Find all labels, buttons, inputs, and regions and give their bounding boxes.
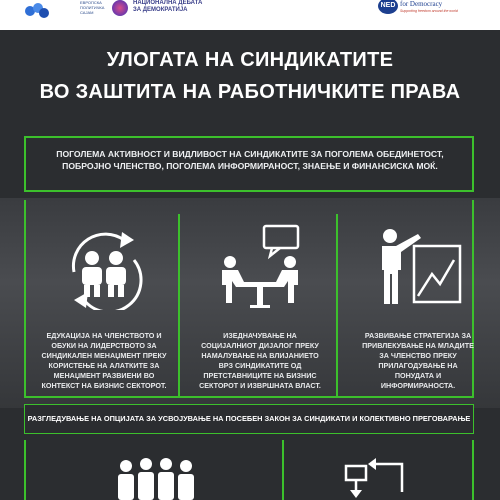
divider-top bbox=[24, 136, 474, 138]
presenter-chart-icon bbox=[368, 222, 468, 310]
frame-left-top bbox=[24, 136, 26, 190]
column-education: ЕДУКАЦИЈА НА ЧЛЕНСТВОТО И ОБУКИ НА ЛИДЕРСТВОТО ЗА СИНДИКАЛЕН МЕНАЏМЕНТ ПРЕКУ КОРИСТЕЊЕ НА АЛАТКИТЕ ЗА МЕНАЏМЕНТ РАЗВИЕНИ ВО КОНТЕКСТ НА БИЗНИС СЕКТОРОТ. bbox=[34, 222, 174, 391]
group-icon bbox=[116, 456, 196, 500]
hexagon-logo-icon bbox=[24, 2, 50, 20]
frame-right-top bbox=[472, 136, 474, 190]
header-bar bbox=[0, 0, 500, 30]
dialogue-table-icon bbox=[210, 222, 310, 310]
divider-bottom bbox=[24, 396, 474, 398]
law-banner: РАЗГЛЕДУВАЊЕ НА ОПЦИЈАТА ЗА УСВОЈУВАЊЕ НА ПОСЕБЕН ЗАКОН ЗА СИНДИКАТИ И КОЛЕКТИВНО ПРЕГОВАРАЊЕ bbox=[24, 404, 474, 434]
debate-logo-icon bbox=[112, 0, 128, 16]
column-dialogue: ИЗЕДНАЧУВАЊЕ НА СОЦИЈАЛНИОТ ДИЈАЛОГ ПРЕКУ НАМАЛУВАЊЕ НА ВЛИЈАНИЕТО ВРЗ СИНДИКАТИТЕ ОД ПРЕТСТАВНИЦИТЕ НА БИЗНИС СЕКТОРОТ И ИЗВРШНАТА ВЛАСТ. bbox=[190, 222, 330, 391]
divider-mid bbox=[24, 190, 474, 192]
ned-tagline: Supporting freedom around the world bbox=[400, 9, 458, 13]
subtitle: ПОГОЛЕМА АКТИВНОСТ И ВИДЛИВОСТ НА СИНДИКАТИТЕ ЗА ПОГОЛЕМА ОБЕДИНЕТОСТ, ПОБРОЈНО ЧЛЕНСТВО, ПОГОЛЕМА ИНФОРМИРАНОСТ, ЗНАЕЊЕ И ФИНАНСИСКА МОЌ. bbox=[56, 149, 444, 171]
bottom-separator bbox=[282, 440, 284, 500]
people-cycle-icon bbox=[54, 222, 154, 310]
column-separator-1 bbox=[178, 214, 180, 396]
logo-b-text: НАЦИОНАЛНА ДЕБАТА ЗА ДЕМОКРАТИЈА bbox=[133, 0, 203, 13]
frame-left-cols bbox=[24, 200, 26, 396]
ned-logo-icon: NED bbox=[378, 0, 398, 14]
ned-text: for Democracy bbox=[400, 0, 443, 8]
page-title: УЛОГАТА НА СИНДИКАТИТЕ ВО ЗАШТИТА НА РАБОТНИЧКИТЕ ПРАВА bbox=[39, 49, 461, 103]
frame-right-bottom bbox=[472, 440, 474, 500]
column-youth-strategy: РАЗВИВАЊЕ СТРАТЕГИЈА ЗА ПРИВЛЕКУВАЊЕ НА МЛАДИТЕ ЗА ЧЛЕНСТВО ПРЕКУ ПРИЛАГОДУВАЊЕ НА ПОНУДАТА И ИНФОРМИРАНОСТА. bbox=[348, 222, 488, 391]
logo-a-text: ЕВРОПСКА ПОЛИТИЧКА САЈАМ bbox=[80, 0, 105, 15]
flow-arrows-icon bbox=[342, 456, 412, 500]
frame-left-bottom bbox=[24, 440, 26, 500]
column-separator-2 bbox=[336, 214, 338, 396]
